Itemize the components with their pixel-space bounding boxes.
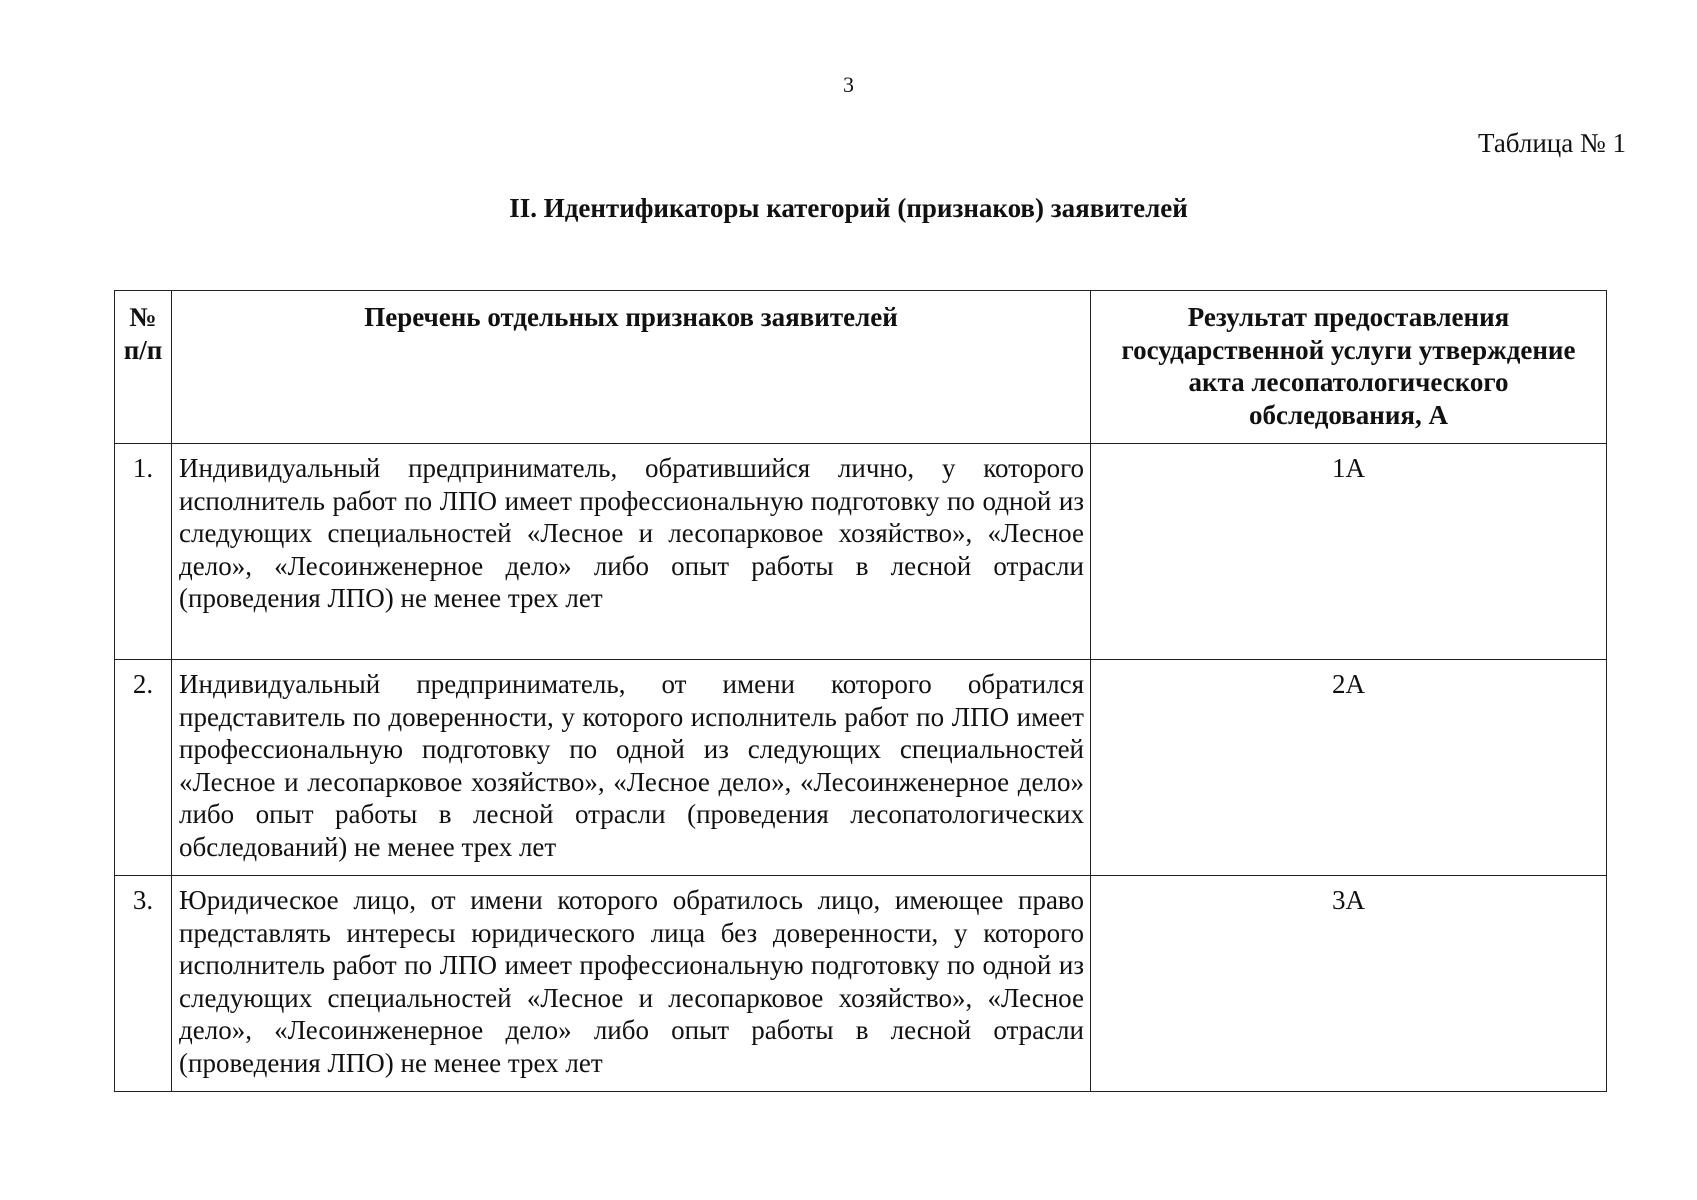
table-caption: Таблица № 1	[1478, 128, 1626, 158]
row-number-text: 1.	[132, 453, 154, 483]
section-title: II. Идентификаторы категорий (признаков) заявителей	[509, 193, 1188, 223]
page-number: 3	[843, 72, 854, 97]
row-number	[115, 444, 172, 660]
row-number-text: 3.	[132, 885, 154, 915]
row-result: 3А	[1091, 876, 1607, 1092]
applicant-categories-table	[114, 290, 1607, 1092]
row-result: 2А	[1091, 660, 1607, 876]
row-number-text: 2.	[132, 669, 154, 699]
header-list: Перечень отдельных признаков заявителей	[172, 291, 1091, 444]
table-row	[115, 660, 1607, 876]
header-num: № п/п	[115, 291, 172, 444]
header-result: Результат предоставления государственной услуги утверждение акта лесопатологического обследования, А	[1091, 291, 1607, 444]
row-description: Индивидуальный предприниматель, от имени которого обратился представитель по доверенности, у которого исполнитель работ по ЛПО имеет профессиональную подготовку по одной из следующих специальностей «Лесное и лесопарковое хозяйство», «Лесное дело», «Лесоинженерное дело» либо опыт работы в лесной отрасли (проведения лесопатологических обследований) не менее трех лет	[172, 660, 1091, 876]
table-row	[115, 876, 1607, 1092]
table-row	[115, 444, 1607, 660]
row-description: Юридическое лицо, от имени которого обратилось лицо, имеющее право представлять интересы юридического лица без доверенности, у которого исполнитель работ по ЛПО имеет профессиональную подготовку по одной из следующих специальностей «Лесное и лесопарковое хозяйство», «Лесное дело», «Лесоинженерное дело» либо опыт работы в лесной отрасли (проведения ЛПО) не менее трех лет	[172, 876, 1091, 1092]
row-description: Индивидуальный предприниматель, обратившийся лично, у которого исполнитель работ по ЛПО имеет профессиональную подготовку по одной из следующих специальностей «Лесное и лесопарковое хозяйство», «Лесное дело», «Лесоинженерное дело» либо опыт работы в лесной отрасли (проведения ЛПО) не менее трех лет	[172, 444, 1091, 660]
row-result: 1А	[1091, 444, 1607, 660]
row-number	[115, 876, 172, 1092]
row-number	[115, 660, 172, 876]
table-header-row	[115, 291, 1607, 444]
